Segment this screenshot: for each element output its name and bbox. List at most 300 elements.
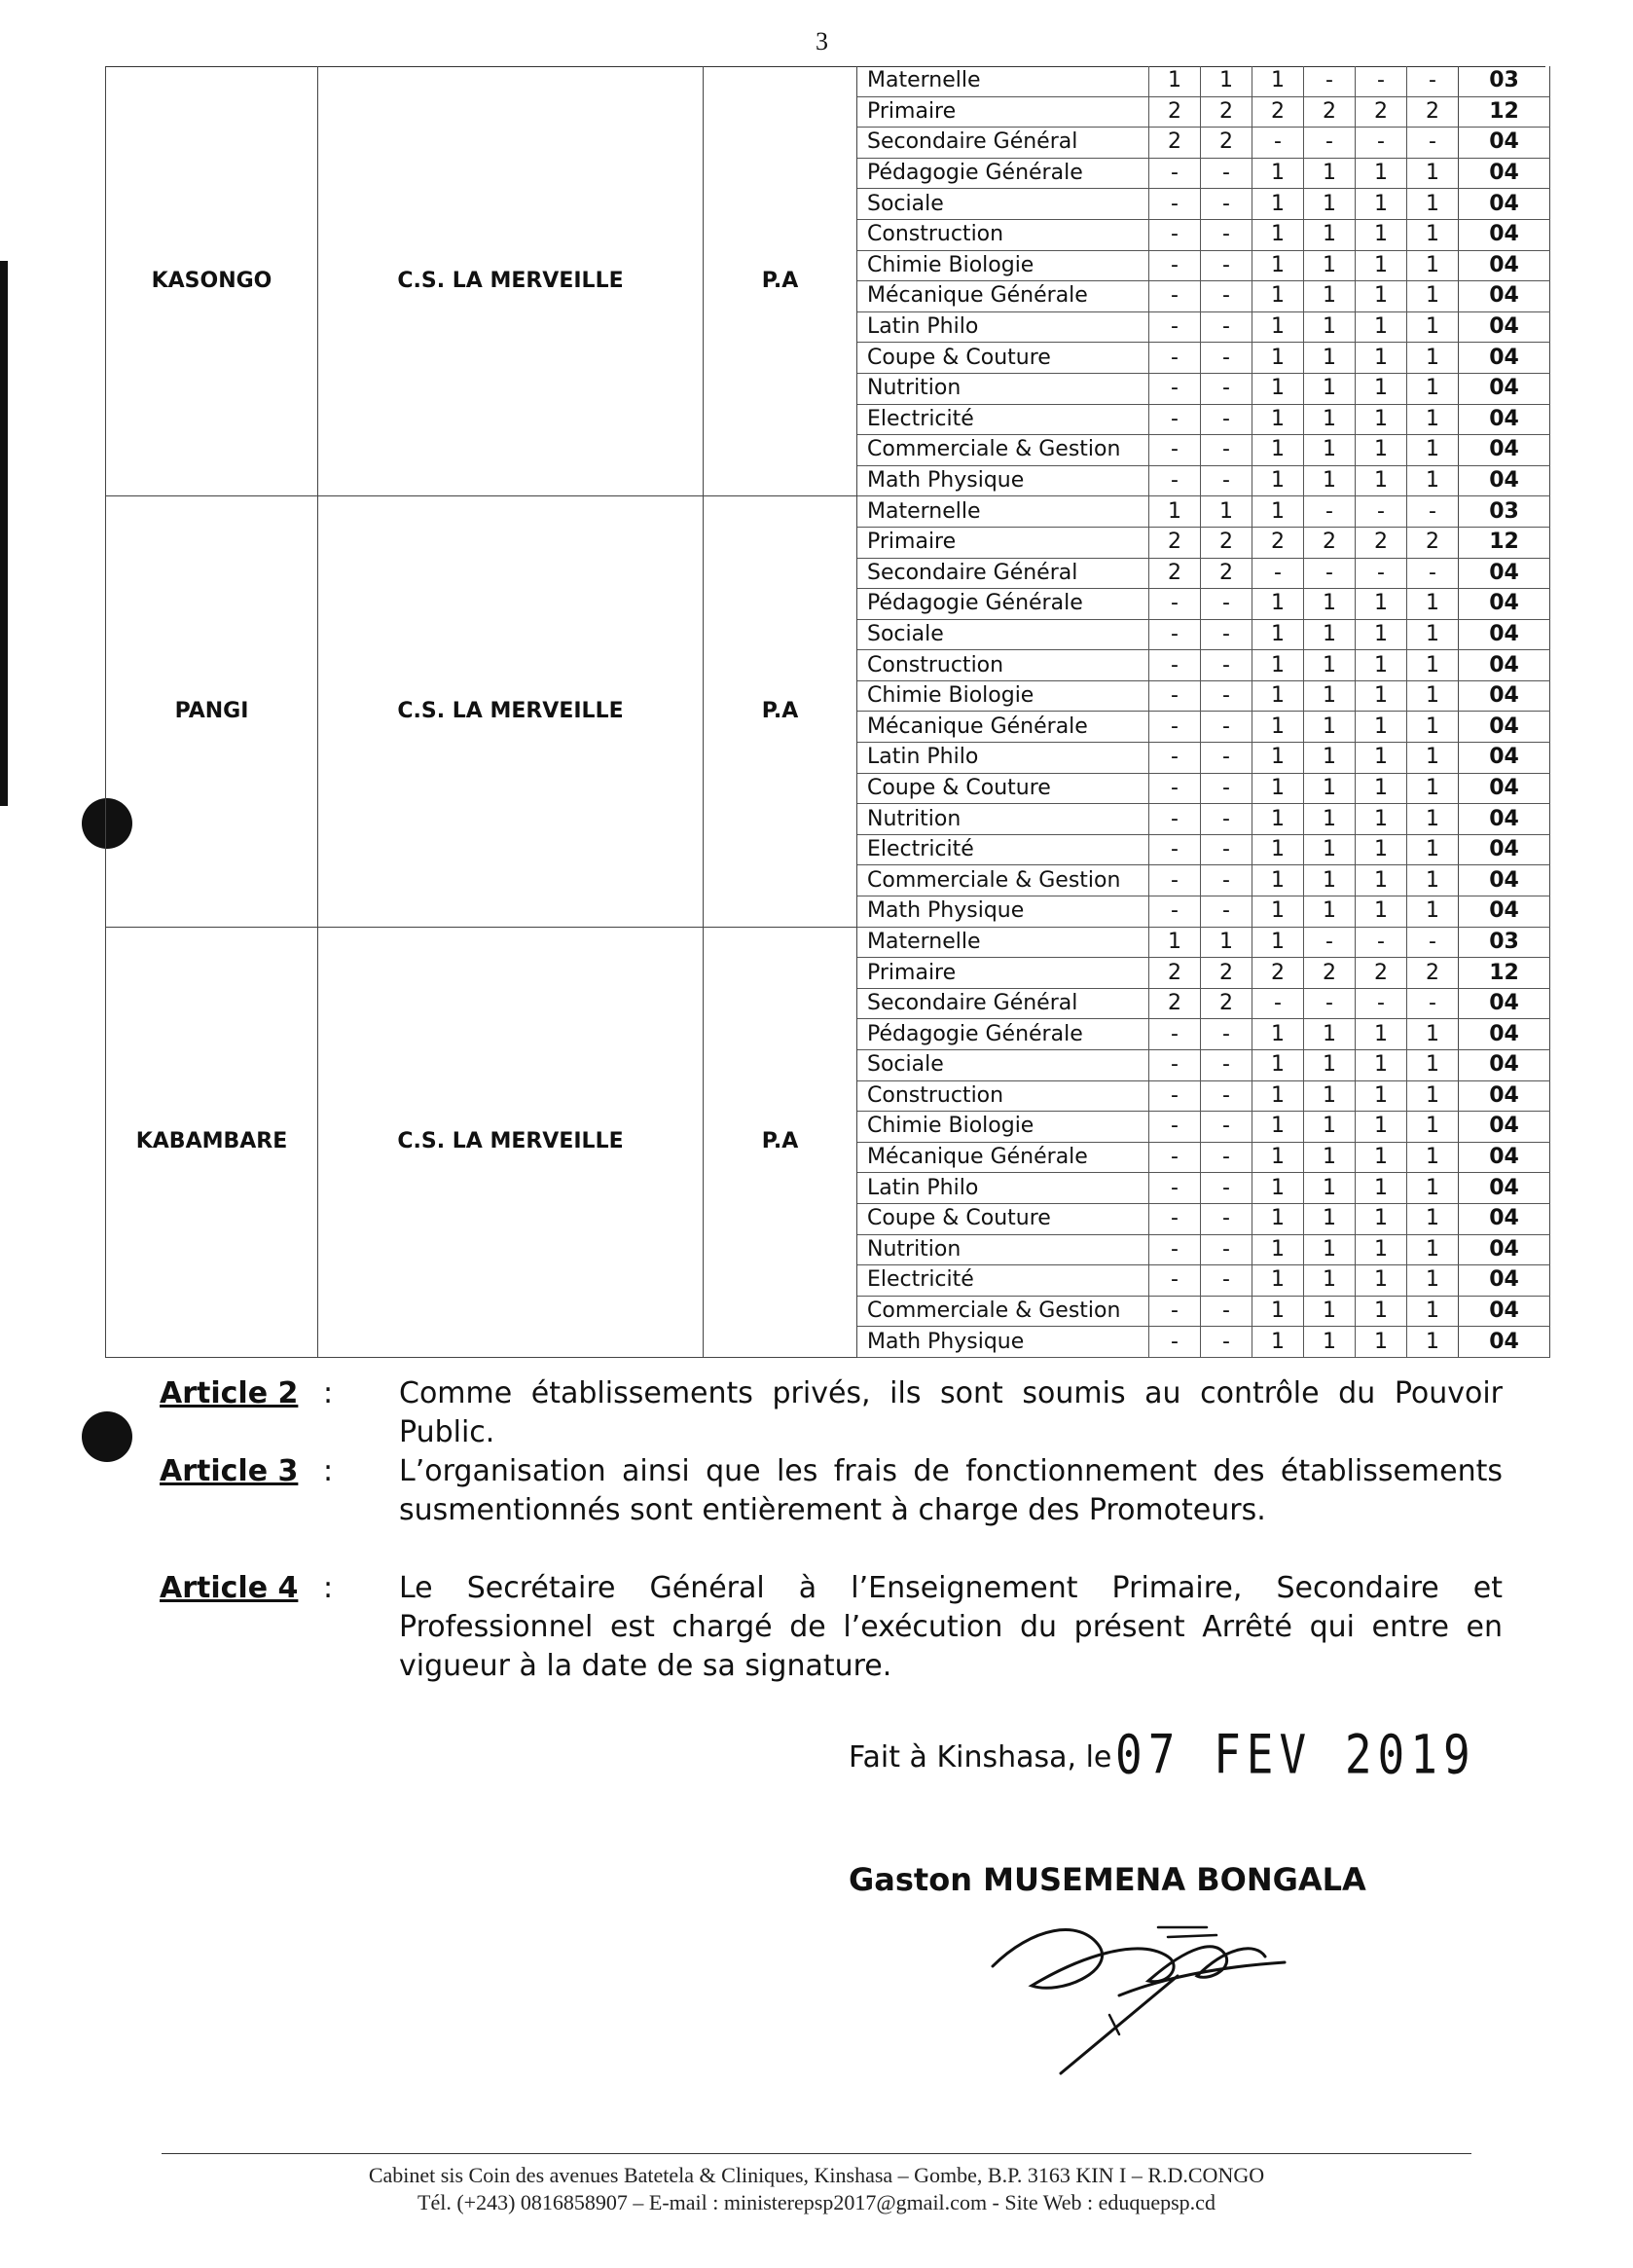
- count-cell: -: [1201, 250, 1252, 281]
- count-cell: 2: [1149, 958, 1201, 989]
- total-cell: 04: [1459, 988, 1550, 1019]
- count-cell: -: [1149, 1265, 1201, 1297]
- count-cell: 1: [1356, 1112, 1407, 1143]
- option-cell: Electricité: [857, 404, 1149, 435]
- count-cell: 1: [1356, 1019, 1407, 1050]
- count-cell: 2: [1201, 527, 1252, 558]
- count-cell: 1: [1304, 589, 1356, 620]
- count-cell: -: [1304, 128, 1356, 159]
- count-cell: 1: [1407, 650, 1459, 681]
- article-label: Article 4: [160, 1571, 299, 1605]
- count-cell: -: [1149, 680, 1201, 712]
- count-cell: 2: [1356, 958, 1407, 989]
- count-cell: 1: [1356, 250, 1407, 281]
- total-cell: 04: [1459, 712, 1550, 743]
- count-cell: 1: [1252, 927, 1304, 958]
- count-cell: 1: [1407, 343, 1459, 374]
- count-cell: 1: [1304, 1203, 1356, 1234]
- total-cell: 04: [1459, 465, 1550, 496]
- count-cell: -: [1149, 1327, 1201, 1358]
- count-cell: 1: [1407, 219, 1459, 250]
- count-cell: 1: [1304, 773, 1356, 804]
- count-cell: -: [1201, 834, 1252, 865]
- count-cell: 1: [1252, 773, 1304, 804]
- count-cell: -: [1201, 680, 1252, 712]
- article-label: Article 2: [160, 1376, 299, 1410]
- count-cell: 1: [1252, 1112, 1304, 1143]
- option-cell: Primaire: [857, 527, 1149, 558]
- count-cell: -: [1356, 988, 1407, 1019]
- city-cell: KASONGO: [106, 66, 318, 496]
- count-cell: -: [1149, 1234, 1201, 1265]
- count-cell: 1: [1407, 465, 1459, 496]
- count-cell: -: [1201, 865, 1252, 896]
- count-cell: 1: [1407, 680, 1459, 712]
- status-cell: P.A: [704, 927, 857, 1357]
- count-cell: -: [1407, 988, 1459, 1019]
- count-cell: 2: [1407, 96, 1459, 128]
- count-cell: 1: [1252, 1265, 1304, 1297]
- count-cell: 1: [1304, 743, 1356, 774]
- option-cell: Chimie Biologie: [857, 250, 1149, 281]
- allocation-table: [105, 66, 1550, 1358]
- option-cell: Maternelle: [857, 927, 1149, 958]
- count-cell: 1: [1304, 804, 1356, 835]
- count-cell: 1: [1407, 804, 1459, 835]
- count-cell: 1: [1407, 865, 1459, 896]
- count-cell: 2: [1356, 96, 1407, 128]
- count-cell: -: [1149, 465, 1201, 496]
- count-cell: 1: [1304, 680, 1356, 712]
- count-cell: 1: [1252, 373, 1304, 404]
- article-3: [160, 1452, 1503, 1530]
- count-cell: 1: [1356, 804, 1407, 835]
- count-cell: -: [1149, 373, 1201, 404]
- count-cell: -: [1201, 343, 1252, 374]
- count-cell: -: [1149, 896, 1201, 928]
- count-cell: 1: [1252, 1019, 1304, 1050]
- count-cell: -: [1149, 804, 1201, 835]
- count-cell: 1: [1304, 650, 1356, 681]
- table-row: [106, 927, 1550, 958]
- count-cell: 1: [1356, 435, 1407, 466]
- count-cell: 1: [1407, 281, 1459, 312]
- count-cell: 1: [1252, 650, 1304, 681]
- count-cell: -: [1356, 66, 1407, 96]
- count-cell: -: [1149, 650, 1201, 681]
- count-cell: 2: [1149, 128, 1201, 159]
- article-colon: :: [323, 1571, 334, 1605]
- option-cell: Mécanique Générale: [857, 281, 1149, 312]
- count-cell: -: [1149, 1050, 1201, 1081]
- footer-rule: [162, 2153, 1471, 2154]
- count-cell: -: [1356, 558, 1407, 589]
- count-cell: 1: [1407, 158, 1459, 189]
- school-cell: C.S. LA MERVEILLE: [318, 927, 704, 1357]
- count-cell: -: [1201, 896, 1252, 928]
- footer-address: Cabinet sis Coin des avenues Batetela & Cliniques, Kinshasa – Gombe, B.P. 3163 KIN I – R.D.CONGO: [368, 2163, 1265, 2187]
- count-cell: 1: [1356, 1234, 1407, 1265]
- count-cell: 1: [1304, 373, 1356, 404]
- total-cell: 04: [1459, 650, 1550, 681]
- option-cell: Chimie Biologie: [857, 680, 1149, 712]
- count-cell: -: [1201, 773, 1252, 804]
- total-cell: 04: [1459, 589, 1550, 620]
- total-cell: 04: [1459, 1203, 1550, 1234]
- count-cell: 1: [1356, 680, 1407, 712]
- count-cell: 1: [1304, 189, 1356, 220]
- count-cell: 2: [1304, 96, 1356, 128]
- count-cell: -: [1201, 1112, 1252, 1143]
- count-cell: 1: [1407, 743, 1459, 774]
- count-cell: -: [1149, 404, 1201, 435]
- count-cell: 1: [1252, 496, 1304, 528]
- count-cell: 1: [1304, 219, 1356, 250]
- count-cell: -: [1201, 1019, 1252, 1050]
- count-cell: 1: [1356, 589, 1407, 620]
- count-cell: -: [1201, 712, 1252, 743]
- count-cell: 1: [1407, 712, 1459, 743]
- article-2: [160, 1374, 1503, 1452]
- count-cell: 2: [1407, 527, 1459, 558]
- count-cell: -: [1201, 1173, 1252, 1204]
- count-cell: 1: [1356, 1265, 1407, 1297]
- count-cell: 2: [1252, 527, 1304, 558]
- count-cell: -: [1149, 743, 1201, 774]
- count-cell: -: [1149, 1173, 1201, 1204]
- count-cell: 1: [1304, 158, 1356, 189]
- count-cell: 1: [1252, 250, 1304, 281]
- count-cell: 1: [1407, 373, 1459, 404]
- count-cell: 2: [1201, 988, 1252, 1019]
- total-cell: 04: [1459, 189, 1550, 220]
- page-number: 3: [816, 27, 828, 55]
- count-cell: -: [1356, 128, 1407, 159]
- count-cell: 1: [1304, 896, 1356, 928]
- binder-edge-mark: [0, 261, 8, 806]
- option-cell: Sociale: [857, 619, 1149, 650]
- count-cell: -: [1252, 128, 1304, 159]
- option-cell: Electricité: [857, 1265, 1149, 1297]
- count-cell: 2: [1356, 527, 1407, 558]
- count-cell: -: [1252, 988, 1304, 1019]
- count-cell: 2: [1252, 958, 1304, 989]
- count-cell: -: [1201, 1234, 1252, 1265]
- count-cell: 1: [1407, 404, 1459, 435]
- city-cell: KABAMBARE: [106, 927, 318, 1357]
- count-cell: -: [1149, 435, 1201, 466]
- count-cell: -: [1304, 927, 1356, 958]
- option-cell: Coupe & Couture: [857, 773, 1149, 804]
- total-cell: 04: [1459, 804, 1550, 835]
- count-cell: 1: [1252, 896, 1304, 928]
- option-cell: Coupe & Couture: [857, 343, 1149, 374]
- article-colon: :: [323, 1376, 334, 1410]
- count-cell: 1: [1356, 219, 1407, 250]
- total-cell: 04: [1459, 219, 1550, 250]
- total-cell: 04: [1459, 896, 1550, 928]
- count-cell: -: [1149, 1203, 1201, 1234]
- count-cell: 1: [1252, 1050, 1304, 1081]
- total-cell: 04: [1459, 311, 1550, 343]
- count-cell: -: [1201, 619, 1252, 650]
- count-cell: 1: [1356, 865, 1407, 896]
- count-cell: 1: [1407, 1080, 1459, 1112]
- option-cell: Secondaire Général: [857, 558, 1149, 589]
- count-cell: 1: [1356, 773, 1407, 804]
- count-cell: 1: [1356, 834, 1407, 865]
- count-cell: 1: [1356, 404, 1407, 435]
- count-cell: 1: [1407, 1265, 1459, 1297]
- count-cell: 1: [1356, 465, 1407, 496]
- option-cell: Secondaire Général: [857, 988, 1149, 1019]
- total-cell: 04: [1459, 250, 1550, 281]
- count-cell: 1: [1252, 66, 1304, 96]
- count-cell: 1: [1252, 281, 1304, 312]
- count-cell: -: [1252, 558, 1304, 589]
- count-cell: -: [1201, 650, 1252, 681]
- option-cell: Latin Philo: [857, 311, 1149, 343]
- option-cell: Latin Philo: [857, 1173, 1149, 1204]
- count-cell: -: [1149, 1142, 1201, 1173]
- option-cell: Sociale: [857, 1050, 1149, 1081]
- count-cell: 1: [1304, 465, 1356, 496]
- count-cell: 1: [1407, 1296, 1459, 1327]
- count-cell: -: [1201, 404, 1252, 435]
- option-cell: Sociale: [857, 189, 1149, 220]
- count-cell: -: [1149, 1019, 1201, 1050]
- count-cell: 1: [1356, 1142, 1407, 1173]
- count-cell: 1: [1304, 1019, 1356, 1050]
- count-cell: 1: [1356, 1080, 1407, 1112]
- count-cell: -: [1149, 773, 1201, 804]
- count-cell: 2: [1149, 558, 1201, 589]
- count-cell: 2: [1149, 527, 1201, 558]
- count-cell: -: [1304, 988, 1356, 1019]
- total-cell: 04: [1459, 128, 1550, 159]
- count-cell: 1: [1407, 773, 1459, 804]
- count-cell: 1: [1407, 1019, 1459, 1050]
- count-cell: -: [1149, 619, 1201, 650]
- option-cell: Chimie Biologie: [857, 1112, 1149, 1143]
- option-cell: Latin Philo: [857, 743, 1149, 774]
- count-cell: -: [1356, 927, 1407, 958]
- count-cell: -: [1149, 281, 1201, 312]
- count-cell: 2: [1201, 128, 1252, 159]
- count-cell: 1: [1252, 189, 1304, 220]
- count-cell: 1: [1407, 1234, 1459, 1265]
- school-cell: C.S. LA MERVEILLE: [318, 496, 704, 927]
- count-cell: 1: [1201, 66, 1252, 96]
- option-cell: Math Physique: [857, 896, 1149, 928]
- count-cell: -: [1407, 66, 1459, 96]
- school-cell: C.S. LA MERVEILLE: [318, 66, 704, 496]
- count-cell: -: [1201, 281, 1252, 312]
- count-cell: 1: [1201, 927, 1252, 958]
- count-cell: 1: [1252, 589, 1304, 620]
- count-cell: -: [1407, 558, 1459, 589]
- count-cell: 1: [1252, 1327, 1304, 1358]
- option-cell: Maternelle: [857, 66, 1149, 96]
- count-cell: 1: [1356, 743, 1407, 774]
- option-cell: Math Physique: [857, 1327, 1149, 1358]
- count-cell: 1: [1149, 66, 1201, 96]
- count-cell: 1: [1407, 1327, 1459, 1358]
- count-cell: 1: [1356, 619, 1407, 650]
- article-4: [160, 1569, 1503, 1686]
- date-stamp: 07 FEV 2019: [1115, 1723, 1476, 1786]
- option-cell: Construction: [857, 1080, 1149, 1112]
- count-cell: -: [1201, 465, 1252, 496]
- count-cell: 1: [1356, 158, 1407, 189]
- count-cell: 1: [1407, 1173, 1459, 1204]
- status-cell: P.A: [704, 496, 857, 927]
- count-cell: 1: [1304, 404, 1356, 435]
- count-cell: 1: [1252, 219, 1304, 250]
- option-cell: Nutrition: [857, 373, 1149, 404]
- count-cell: 1: [1304, 1142, 1356, 1173]
- count-cell: -: [1149, 343, 1201, 374]
- article-colon: :: [323, 1454, 334, 1488]
- count-cell: 1: [1356, 712, 1407, 743]
- total-cell: 04: [1459, 1234, 1550, 1265]
- count-cell: 1: [1252, 1173, 1304, 1204]
- count-cell: 1: [1252, 834, 1304, 865]
- count-cell: 1: [1252, 1296, 1304, 1327]
- count-cell: 1: [1407, 189, 1459, 220]
- count-cell: 2: [1252, 96, 1304, 128]
- count-cell: 1: [1407, 589, 1459, 620]
- total-cell: 04: [1459, 619, 1550, 650]
- handwritten-signature: [973, 1888, 1382, 2083]
- count-cell: 2: [1149, 988, 1201, 1019]
- count-cell: 1: [1356, 1203, 1407, 1234]
- option-cell: Electricité: [857, 834, 1149, 865]
- count-cell: -: [1149, 834, 1201, 865]
- count-cell: -: [1304, 66, 1356, 96]
- count-cell: 2: [1201, 558, 1252, 589]
- count-cell: 1: [1252, 1203, 1304, 1234]
- place-line: Fait à Kinshasa, le: [849, 1740, 1112, 1774]
- count-cell: 1: [1407, 1050, 1459, 1081]
- option-cell: Math Physique: [857, 465, 1149, 496]
- total-cell: 04: [1459, 558, 1550, 589]
- count-cell: -: [1149, 219, 1201, 250]
- count-cell: -: [1201, 311, 1252, 343]
- count-cell: -: [1201, 158, 1252, 189]
- count-cell: -: [1201, 1296, 1252, 1327]
- total-cell: 04: [1459, 1019, 1550, 1050]
- count-cell: -: [1201, 1050, 1252, 1081]
- punch-hole: [82, 1411, 132, 1462]
- count-cell: -: [1304, 558, 1356, 589]
- count-cell: 1: [1304, 281, 1356, 312]
- option-cell: Primaire: [857, 958, 1149, 989]
- count-cell: 1: [1304, 1296, 1356, 1327]
- option-cell: Pédagogie Générale: [857, 1019, 1149, 1050]
- count-cell: -: [1149, 712, 1201, 743]
- count-cell: 1: [1407, 834, 1459, 865]
- count-cell: 1: [1356, 1173, 1407, 1204]
- option-cell: Commerciale & Gestion: [857, 865, 1149, 896]
- count-cell: 1: [1356, 1296, 1407, 1327]
- count-cell: -: [1149, 589, 1201, 620]
- option-cell: Commerciale & Gestion: [857, 1296, 1149, 1327]
- total-cell: 04: [1459, 865, 1550, 896]
- option-cell: Maternelle: [857, 496, 1149, 528]
- count-cell: 1: [1304, 1327, 1356, 1358]
- total-cell: 04: [1459, 1173, 1550, 1204]
- count-cell: 1: [1304, 435, 1356, 466]
- count-cell: -: [1149, 1296, 1201, 1327]
- option-cell: Commerciale & Gestion: [857, 435, 1149, 466]
- count-cell: 1: [1252, 311, 1304, 343]
- count-cell: -: [1201, 189, 1252, 220]
- option-cell: Construction: [857, 219, 1149, 250]
- count-cell: 1: [1356, 281, 1407, 312]
- count-cell: 1: [1201, 496, 1252, 528]
- total-cell: 04: [1459, 1142, 1550, 1173]
- count-cell: -: [1149, 311, 1201, 343]
- count-cell: 1: [1252, 435, 1304, 466]
- count-cell: -: [1201, 743, 1252, 774]
- count-cell: 1: [1304, 1112, 1356, 1143]
- count-cell: 1: [1252, 619, 1304, 650]
- count-cell: -: [1201, 373, 1252, 404]
- count-cell: -: [1407, 496, 1459, 528]
- count-cell: 1: [1252, 1080, 1304, 1112]
- total-cell: 04: [1459, 834, 1550, 865]
- count-cell: -: [1201, 1265, 1252, 1297]
- count-cell: 2: [1201, 958, 1252, 989]
- total-cell: 12: [1459, 96, 1550, 128]
- count-cell: 1: [1356, 311, 1407, 343]
- count-cell: 1: [1304, 712, 1356, 743]
- count-cell: 1: [1252, 743, 1304, 774]
- total-cell: 03: [1459, 66, 1550, 96]
- article-text: Le Secrétaire Général à l’Enseignement Primaire, Secondaire et Professionnel est chargé de l’exécution du présent Arrêté qui entre en vigueur à la date de sa signature.: [399, 1571, 1503, 1683]
- count-cell: 2: [1304, 527, 1356, 558]
- count-cell: -: [1201, 1203, 1252, 1234]
- count-cell: 1: [1304, 1080, 1356, 1112]
- count-cell: 1: [1407, 435, 1459, 466]
- count-cell: 1: [1304, 1050, 1356, 1081]
- count-cell: 1: [1252, 465, 1304, 496]
- count-cell: 1: [1407, 619, 1459, 650]
- count-cell: 1: [1356, 1327, 1407, 1358]
- footer-contact: Tél. (+243) 0816858907 – E-mail : ministerepsp2017@gmail.com - Site Web : eduquepsp.cd: [417, 2190, 1216, 2214]
- count-cell: 2: [1149, 96, 1201, 128]
- count-cell: -: [1201, 1142, 1252, 1173]
- count-cell: 1: [1407, 1112, 1459, 1143]
- count-cell: 1: [1149, 927, 1201, 958]
- status-cell: P.A: [704, 66, 857, 496]
- total-cell: 04: [1459, 743, 1550, 774]
- count-cell: 1: [1252, 712, 1304, 743]
- option-cell: Nutrition: [857, 1234, 1149, 1265]
- count-cell: 1: [1304, 311, 1356, 343]
- total-cell: 04: [1459, 373, 1550, 404]
- total-cell: 04: [1459, 1327, 1550, 1358]
- count-cell: 1: [1356, 373, 1407, 404]
- count-cell: -: [1201, 804, 1252, 835]
- count-cell: -: [1149, 158, 1201, 189]
- option-cell: Pédagogie Générale: [857, 158, 1149, 189]
- count-cell: -: [1201, 1080, 1252, 1112]
- count-cell: -: [1149, 1080, 1201, 1112]
- option-cell: Coupe & Couture: [857, 1203, 1149, 1234]
- count-cell: 1: [1407, 311, 1459, 343]
